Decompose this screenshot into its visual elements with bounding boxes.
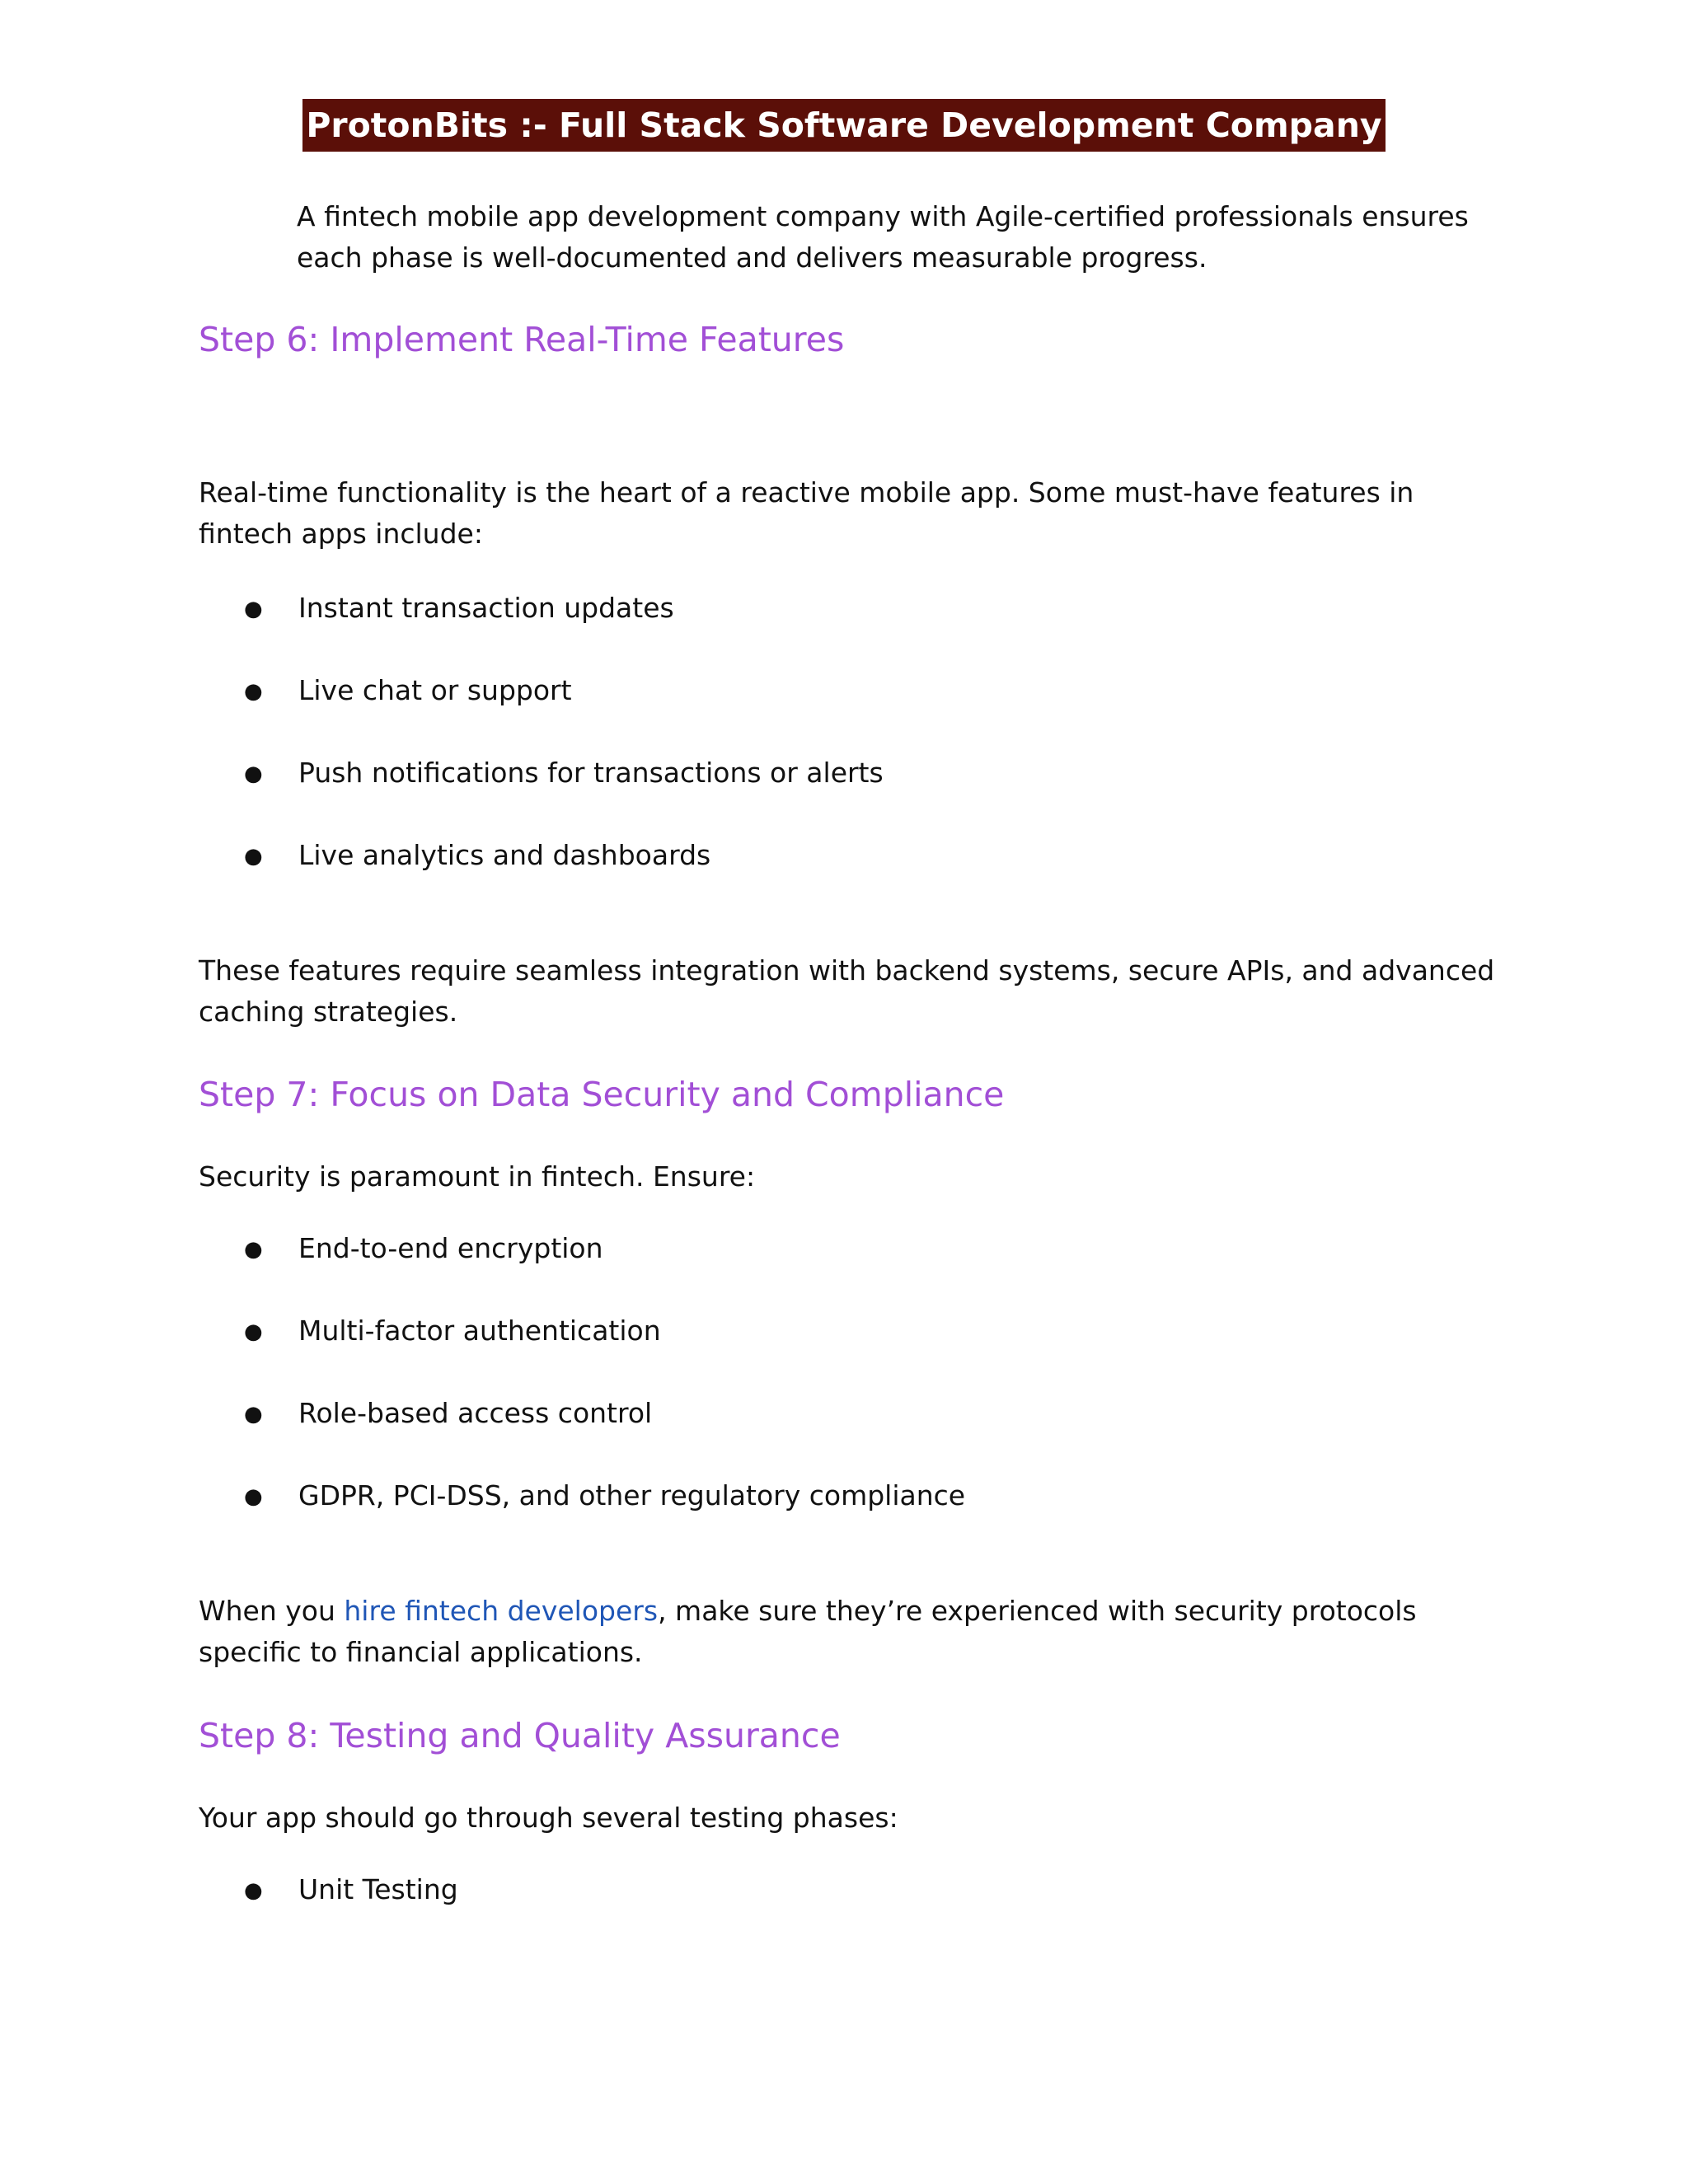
list-item [244, 588, 674, 630]
bullet-icon: ● [244, 1237, 263, 1262]
list-item-text: Role-based access control [298, 1397, 653, 1429]
bullet-icon: ● [244, 1402, 263, 1427]
step7-heading: Step 7: Focus on Data Security and Compliance [199, 1075, 1005, 1114]
step7-lead: Security is paramount in fintech. Ensure: [199, 1160, 756, 1193]
banner-title: ProtonBits :- Full Stack Software Development Company [302, 99, 1385, 152]
step7-closing [199, 1591, 1501, 1673]
list-item-text: Unit Testing [298, 1873, 458, 1905]
step6-lead: Real-time functionality is the heart of a reactive mobile app. Some must-have features in fintech apps include: [199, 476, 1414, 550]
bullet-icon: ● [244, 597, 263, 621]
step8-heading: Step 8: Testing and Quality Assurance [199, 1716, 841, 1755]
list-item [244, 670, 572, 712]
bullet-icon: ● [244, 679, 263, 704]
closing-text-before: When you [199, 1595, 345, 1627]
list-item-text: Live chat or support [298, 674, 572, 706]
bullet-icon: ● [244, 1319, 263, 1344]
list-item [244, 1228, 603, 1270]
list-item [244, 1475, 965, 1517]
bullet-icon: ● [244, 844, 263, 869]
bullet-icon: ● [244, 762, 263, 786]
list-item-text: End-to-end encryption [298, 1232, 603, 1264]
step6-heading: Step 6: Implement Real-Time Features [199, 320, 845, 359]
bullet-icon: ● [244, 1484, 263, 1509]
step8-lead: Your app should go through several testing phases: [199, 1802, 898, 1834]
list-item-text: GDPR, PCI-DSS, and other regulatory compliance [298, 1479, 966, 1511]
list-item-text: Live analytics and dashboards [298, 839, 711, 871]
list-item [244, 1393, 652, 1435]
list-item [244, 1310, 661, 1352]
list-item-text: Push notifications for transactions or alerts [298, 757, 884, 789]
step6-closing: These features require seamless integration with backend systems, secure APIs, and advanced caching strategies. [199, 954, 1495, 1028]
bullet-icon: ● [244, 1878, 263, 1903]
list-item [244, 1869, 458, 1911]
list-item [244, 752, 884, 794]
list-item [244, 835, 710, 877]
hire-fintech-developers-link[interactable]: hire fintech developers [344, 1595, 659, 1627]
list-item-text: Multi-factor authentication [298, 1315, 661, 1347]
intro-paragraph: A fintech mobile app development company with Agile-certified professionals ensures each phase is well-documented and delivers measurable progress. [297, 200, 1469, 274]
closing-text-after: , make sure they’re experienced with security protocols specific to financial applications. [199, 1595, 1417, 1668]
banner-wrapper [0, 99, 1688, 152]
list-item-text: Instant transaction updates [298, 592, 674, 624]
